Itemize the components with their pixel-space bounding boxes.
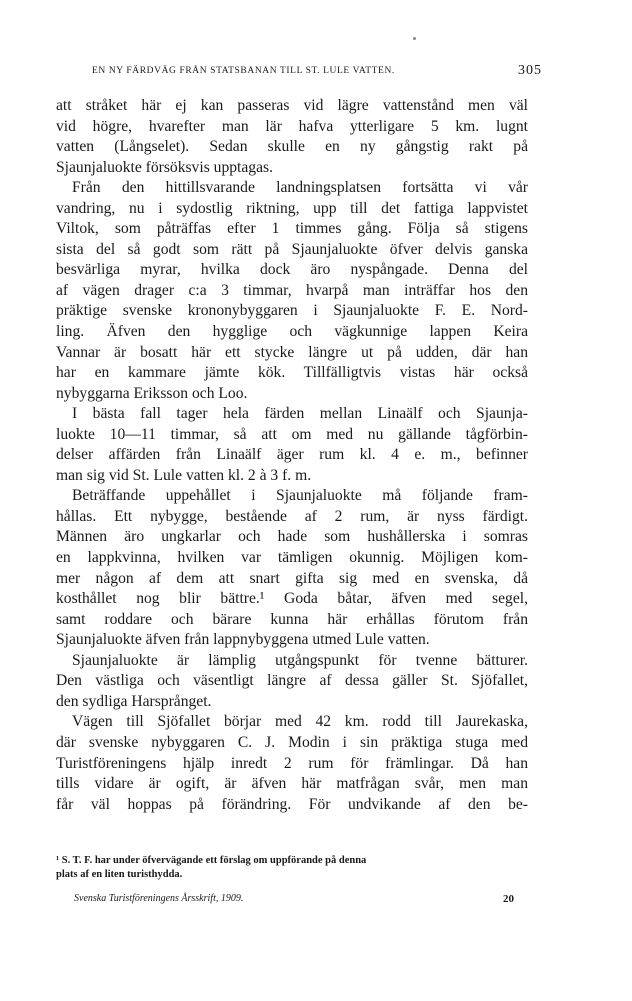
text-line: tills vidare är ogift, är äfven här matfrågan svår, men man — [56, 775, 528, 793]
running-header — [92, 63, 542, 78]
text-line: delser affärden från Linaälf äger rum kl. 4 e. m., befinner — [56, 446, 528, 464]
text-line: att stråket här ej kan passeras vid lägre vattenstånd men väl — [56, 97, 528, 114]
text-line: vatten (Långselet). Sedan skulle en ny gångstig rakt på — [56, 138, 528, 156]
body-text — [56, 96, 528, 815]
text-line: Männen äro ungkarlar och hade som hushållerska i somras — [56, 528, 528, 546]
text-line: sista del så godt som rätt på Sjaunjaluokte öfver delvis ganska — [56, 240, 528, 258]
text-line: luokte 10—11 timmar, så att om med nu gällande tågförbin- — [56, 425, 528, 443]
journal-title: Svenska Turistföreningens Årsskrift, 1909. — [74, 893, 244, 904]
text-line: vid högre, hvarefter man lär hafva ytterligare 5 km. lugnt — [56, 117, 528, 135]
text-line: nybyggarna Eriksson och Loo. — [56, 384, 248, 402]
text-line: mer någon af dem att snart gifta sig med en svenska, då — [56, 569, 528, 587]
footnote-line-1: ¹ S. T. F. har under öfvervägande ett förslag om uppförande på denna — [56, 855, 367, 866]
text-line: Vannar är bosatt här ett stycke längre ut på udden, där han — [56, 343, 528, 361]
text-line: en lappkvinna, hvilken var tämligen okunnig. Möjligen kom- — [56, 549, 528, 567]
text-line: Från den hittillsvarande landningsplatsen fortsätta vi vår — [72, 179, 528, 197]
text-line: ling. Äfven den hygglige och vägkunnige lappen Keira — [56, 323, 528, 341]
sheet-signature: 20 — [503, 893, 514, 905]
footnote-line-2: plats af en liten turisthydda. — [56, 869, 183, 880]
text-line: samt roddare och bärare kunna här erhållas förutom från — [56, 610, 528, 628]
text-line: där svenske nybyggaren C. J. Modin i sin präktiga stuga med — [56, 733, 528, 751]
text-line: Sjaunjaluokte försöksvis upptagas. — [56, 158, 273, 176]
text-line: Viltok, som påträffas efter 1 timmes gång. Följa så stigens — [56, 220, 528, 238]
text-line: har en kammare jämte kök. Tillfälligtvis vistas här också — [56, 364, 528, 382]
running-title: EN NY FÄRDVÄG FRÅN STATSBANAN TILL ST. LULE VATTEN. — [92, 66, 395, 76]
text-line: besvärliga myrar, hvilka dock äro nyspångade. Denna del — [56, 261, 528, 279]
text-line: präktige svenske krononybyggaren i Sjaunjaluokte F. E. Nord- — [56, 302, 528, 320]
text-line: hållas. Ett nybygge, bestående af 2 rum, är nyss färdigt. — [56, 507, 528, 525]
text-line: Beträffande uppehållet i Sjaunjaluokte må följande fram- — [72, 487, 528, 505]
text-line: I bästa fall tager hela färden mellan Linaälf och Sjaunja- — [72, 405, 528, 423]
page-footer — [74, 893, 514, 904]
speck-mark — [413, 37, 416, 40]
footnote — [56, 854, 528, 882]
text-line: Sjaunjaluokte är lämplig utgångspunkt för tvenne bätturer. — [72, 651, 528, 669]
text-line: Vägen till Sjöfallet börjar med 42 km. rodd till Jaurekaska, — [72, 713, 528, 731]
text-line: af vägen drager c:a 3 timmar, hvarpå man inträffar hos den — [56, 281, 528, 299]
page-number: 305 — [518, 63, 542, 78]
text-line: Turistföreningens hjälp inredt 2 rum för främlingar. Då han — [56, 754, 528, 772]
text-line: får väl hoppas på förändring. För undvikande af den be- — [56, 795, 528, 813]
text-line: Sjaunjaluokte äfven från lappnybyggena utmed Lule vatten. — [56, 631, 430, 649]
text-line: Den västliga och väsentligt längre af dessa gäller St. Sjöfallet, — [56, 672, 528, 690]
text-line: kosthållet nog blir bättre.¹ Goda båtar, äfven med segel, — [56, 590, 528, 608]
text-line: den sydliga Harsprånget. — [56, 692, 212, 710]
text-line: vandring, nu i sydostlig riktning, upp till det fattiga lappvistet — [56, 199, 528, 217]
text-line: man sig vid St. Lule vatten kl. 2 à 3 f. m. — [56, 466, 312, 484]
